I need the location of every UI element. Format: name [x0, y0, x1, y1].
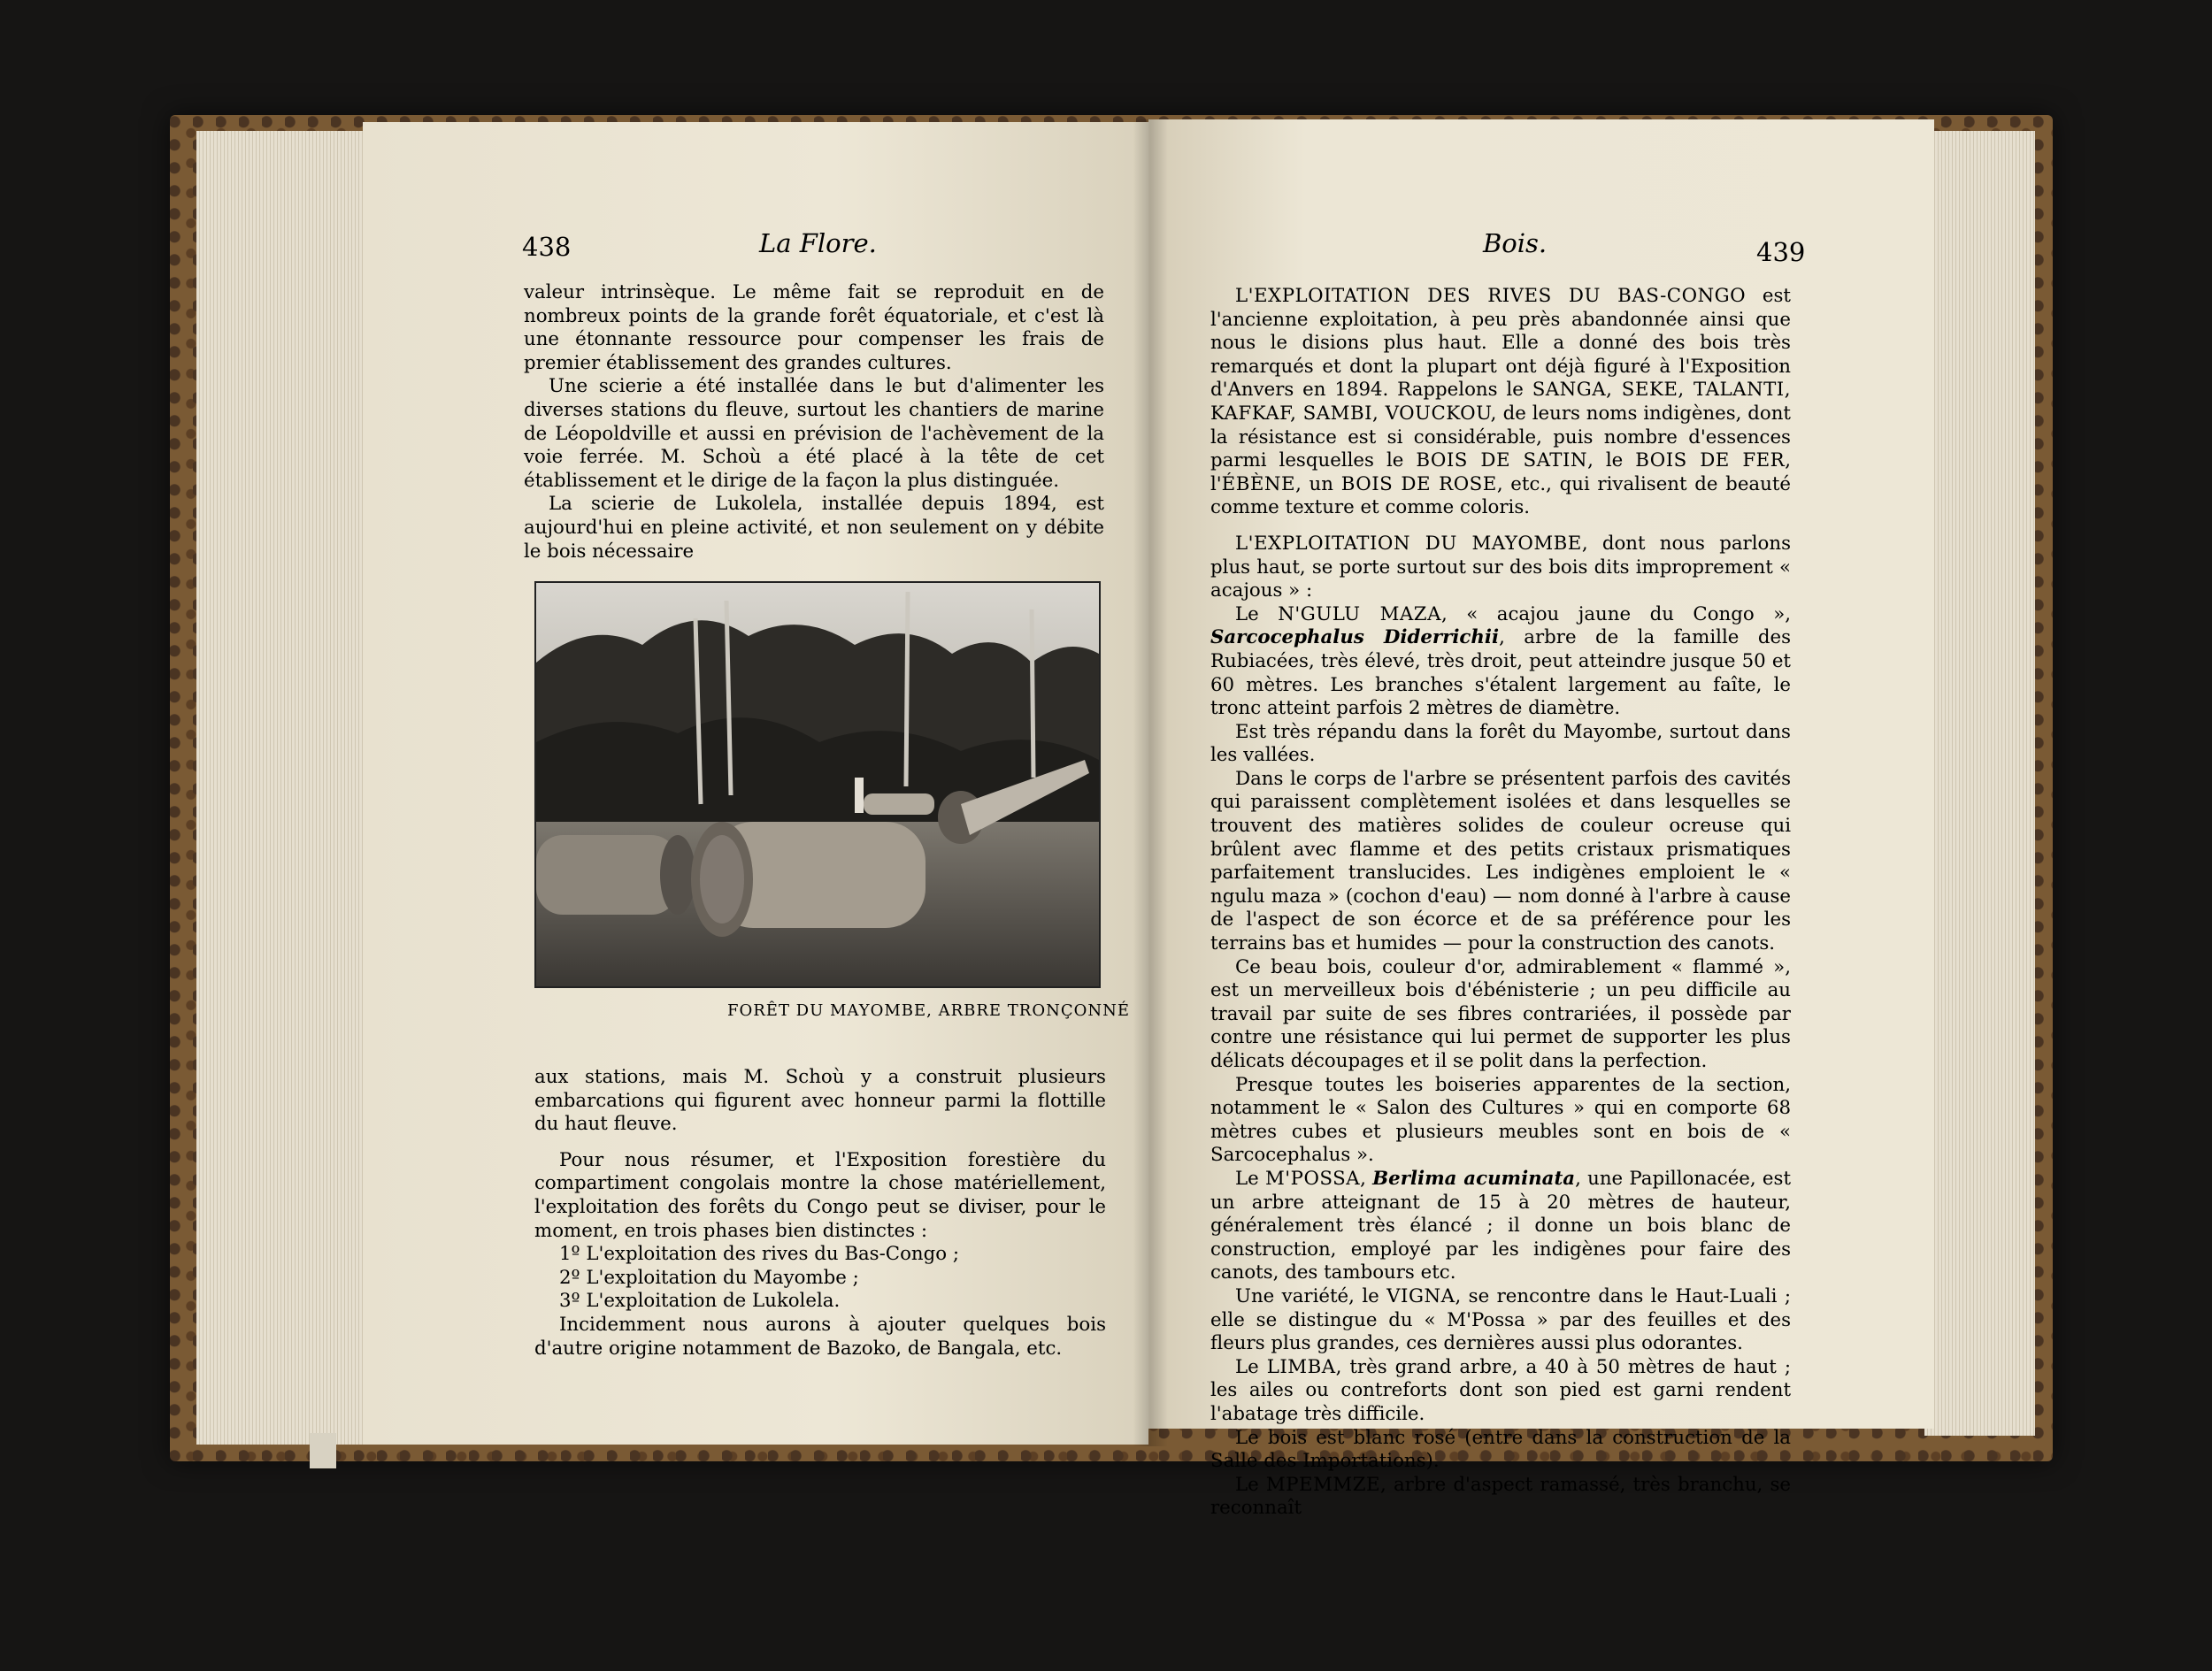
- wood-name: LIMBA: [1266, 1355, 1336, 1378]
- paragraph: Une scierie a été installée dans le but d'alimenter les diverses stations du fleuve, surtout les chantiers de marine de Léopoldville et aussi en prévision de l'achèvement de la voie ferrée. M. Schoù a été placé à la tête de cet établissement et le dirige de la façon la plus distinguée.: [524, 375, 1104, 492]
- text-run: est l'ancienne exploitation, à peu près abandonnée ainsi que nous le disions plus haut. Elle a donné des bois très remarqués et dont la plupart ont déjà figuré à l'Exposition d'Anvers en 1894. Rappelons le: [1210, 285, 1791, 402]
- text-run: , « acajou jaune du Congo »,: [1441, 602, 1792, 625]
- paragraph: [1210, 1474, 1791, 1521]
- page-edges-right: [1924, 131, 2035, 1436]
- scientific-name: Berlima acuminata: [1372, 1167, 1576, 1190]
- list-item: 1º L'exploitation des rives du Bas-Congo ;: [559, 1243, 960, 1266]
- text-run: Le: [1235, 1473, 1266, 1496]
- paragraph: [1210, 533, 1791, 603]
- text-run: ,: [1360, 1167, 1373, 1190]
- bookmark-tab: [310, 1433, 336, 1468]
- right-page-number: 439: [1756, 237, 1806, 267]
- wood-name: BOIS DE FER: [1635, 449, 1786, 472]
- page-edges-left: [196, 131, 365, 1445]
- wood-name: BOIS DE SATIN: [1416, 449, 1588, 472]
- text-run: , arbre d'aspect ramassé, très branchu, se reconnaît: [1210, 1473, 1792, 1520]
- paragraph: Ce beau bois, couleur d'or, admirablement « flammé », est un merveilleux bois d'ébénisterie ; un peu difficile au travail par suite de ses fibres contrariées, il possède par contre une résistance qui lui permet de supporter les plus délicats découpages et il se polit dans la perfection.: [1210, 955, 1791, 1072]
- wood-name: ÉBÈNE: [1221, 472, 1296, 495]
- text-run: , une Papillonacée, est un arbre atteignant de 15 à 20 mètres de hauteur, généralement très élancé ; il donne un bois blanc de construction, employé par les indigènes pour faire des canots, des tambours etc.: [1210, 1167, 1791, 1284]
- paragraph: [1210, 1168, 1791, 1285]
- paragraph: [1210, 603, 1791, 721]
- paragraph: [1210, 285, 1791, 520]
- wood-name: BOIS DE ROSE: [1340, 472, 1497, 495]
- left-running-head: La Flore.: [759, 228, 877, 258]
- text-run: , se rencontre dans le Haut-Luali ; elle se distingue du « M'Possa » par des feuilles et des fleurs plus grandes, ces dernières aussi plus odorantes.: [1210, 1284, 1791, 1355]
- paragraph: Le bois est blanc rosé (entre dans la construction de la Salle des Importations).: [1210, 1426, 1791, 1473]
- paragraph: Dans le corps de l'arbre se présentent parfois des cavités qui paraissent complètement isolées et dans lesquelles se trouvent des matières solides de couleur ocreuse qui brûlent avec flamme et des petits cristaux prismatiques parfaitement translucides. Les indigènes emploient le « ngulu maza » (cochon d'eau) — nom donné à l'arbre à cause de l'aspect de son écorce et de sa préférence pour les terrains bas et humides — pour la construction des canots.: [1210, 767, 1791, 955]
- text-run: Le: [1235, 1167, 1265, 1190]
- paragraph: Presque toutes les boiseries apparentes de la section, notamment le « Salon des Cultures » qui en comporte 68 mètres cubes et plusieurs meubles sont en bois de « Sarcocephalus ».: [1210, 1073, 1791, 1167]
- list-item: 3º L'exploitation de Lukolela.: [559, 1290, 841, 1313]
- gutter-shadow: [1133, 119, 1168, 1446]
- wood-name: M'POSSA: [1264, 1167, 1361, 1190]
- left-text-top: [524, 281, 1104, 563]
- paragraph: valeur intrinsèque. Le même fait se reproduit en de nombreux points de la grande forêt équatoriale, et c'est là une étonnante ressource pour compenser les frais de premier établissement des grandes cultures.: [524, 281, 1104, 374]
- text-run: , dont nous parlons plus haut, se porte surtout sur des bois dits improprement « acajous » :: [1210, 532, 1791, 602]
- paragraph: Pour nous résumer, et l'Exposition forestière du compartiment congolais montre la chose matériellement, l'exploitation des forêts du Congo peut se diviser, pour le moment, en trois phases bien distinctes :: [534, 1148, 1106, 1242]
- wood-name: N'GULU MAZA: [1278, 602, 1441, 625]
- text-run: , un: [1295, 472, 1341, 495]
- text-run: , l': [1210, 449, 1791, 495]
- wood-names: SANGA, SEKE, TALANTI, KAFKAF, SAMBI, VOUCKOU,: [1210, 379, 1791, 425]
- text-run: Une variété, le: [1235, 1284, 1387, 1307]
- text-run: , le: [1587, 449, 1636, 472]
- wood-name: VIGNA: [1386, 1284, 1455, 1307]
- scientific-name: Sarcocephalus Diderrichii: [1210, 626, 1500, 649]
- section-heading: L'EXPLOITATION DU MAYOMBE: [1235, 532, 1582, 555]
- text-run: , arbre de la famille des Rubiacées, très élevé, très droit, peut atteindre jusque 50 et 60 mètres. Les branches s'étalent largement au faîte, le tronc atteint parfois 2 mètres de diamètre.: [1210, 626, 1792, 720]
- text-run: Le: [1235, 1355, 1267, 1378]
- text-run: , etc., qui rivalisent de beauté comme texture et comme coloris.: [1210, 472, 1791, 519]
- paragraph: Est très répandu dans la forêt du Mayombe, surtout dans les vallées.: [1210, 720, 1791, 767]
- text-run: Le: [1235, 602, 1279, 625]
- paragraph: [1210, 1356, 1791, 1427]
- figure-caption: FORÊT DU MAYOMBE, ARBRE TRONÇONNÉ: [727, 1001, 1130, 1020]
- paragraph: [1210, 1285, 1791, 1356]
- left-page-number: 438: [522, 232, 572, 262]
- list-item: 2º L'exploitation du Mayombe ;: [559, 1266, 859, 1289]
- paragraph: Incidemment nous aurons à ajouter quelques bois d'autre origine notamment de Bazoko, de Bangala, etc.: [534, 1313, 1106, 1360]
- paragraph: aux stations, mais M. Schoù y a construit plusieurs embarcations qui figurent avec honneur parmi la flottille du haut fleuve.: [534, 1066, 1106, 1136]
- paragraph: La scierie de Lukolela, installée depuis 1894, est aujourd'hui en pleine activité, et non seulement on y débite le bois nécessaire: [524, 493, 1104, 563]
- right-running-head: Bois.: [1483, 228, 1548, 258]
- section-heading: L'EXPLOITATION DES RIVES DU BAS-CONGO: [1235, 285, 1747, 307]
- text-run: , très grand arbre, a 40 à 50 mètres de haut ; les ailes ou contreforts dont son pied est garni rendent l'abatage très difficile.: [1210, 1355, 1791, 1425]
- wood-name: MPEMMZE: [1265, 1473, 1381, 1496]
- left-text-bottom: [534, 1066, 1106, 1361]
- text-run: de leurs noms indigènes, dont la résistance est si considérable, puis nombre d'essences parmi lesquelles le: [1210, 402, 1791, 472]
- forest-photograph: [534, 581, 1101, 988]
- right-text: [1210, 285, 1791, 1521]
